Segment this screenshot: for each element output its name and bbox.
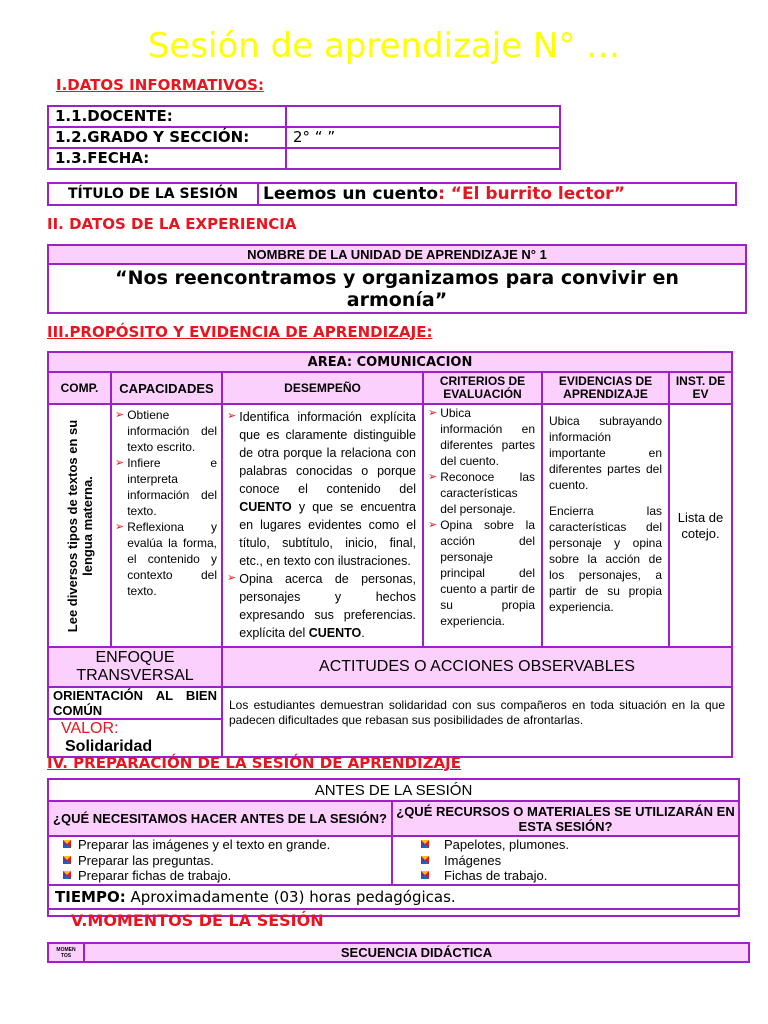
proposito-table [47, 351, 733, 758]
col2-list [392, 836, 739, 885]
diamond-bullet-icon [63, 840, 72, 849]
titulo-value [258, 183, 736, 205]
diamond-bullet-icon [63, 856, 72, 865]
col1-list [48, 836, 392, 885]
titulo-prefix: Leemos un cuento [263, 184, 439, 204]
section-5-heading: V.MOMENTOS DE LA SESIÓN [71, 911, 324, 930]
col-evidencias: EVIDENCIAS DE APRENDIZAJE [542, 372, 669, 404]
orientacion-label: ORIENTACIÓN AL BIEN COMÚN [48, 687, 222, 719]
arrow-bullet-icon: ➢ [428, 471, 438, 483]
evidencias-cell [542, 404, 669, 647]
list-item: Preparar las imágenes y el texto en grande. [63, 837, 391, 853]
col-comp: COMP. [48, 372, 111, 404]
list-item: Imágenes [421, 853, 738, 869]
col2-header: ¿QUÉ RECURSOS O MATERIALES SE UTILIZARÁN EN ESTA SESIÓN? [392, 801, 739, 836]
criterio-item: ➢ Opina sobre la acción del personaje principal del cuento a partir de su propia experiencia. [428, 518, 535, 628]
col-capacidades: CAPACIDADES [111, 372, 222, 404]
desempeno-cell [222, 404, 423, 647]
instrumento-cell: Lista de cotejo. [669, 404, 732, 647]
criterio-item: ➢ Reconoce las características del personaje. [428, 470, 535, 516]
titulo-suffix: : “El burrito lector” [438, 184, 626, 204]
docente-value [286, 106, 560, 127]
fecha-value [286, 148, 560, 169]
preparacion-table [47, 778, 740, 917]
competencia-text: Lee diversos tipos de textos en su lengua materna. [64, 419, 95, 632]
arrow-bullet-icon: ➢ [115, 457, 125, 469]
arrow-bullet-icon: ➢ [428, 519, 438, 531]
docente-label: 1.1.DOCENTE: [48, 106, 286, 127]
enfoque-label: ENFOQUE TRANSVERSAL [48, 647, 222, 687]
section-2-heading: II. DATOS DE LA EXPERIENCIA [47, 215, 297, 233]
tiempo-value: Aproximadamente (03) horas pedagógicas. [130, 887, 456, 906]
arrow-bullet-icon: ➢ [227, 572, 237, 584]
list-item: Fichas de trabajo. [421, 868, 738, 884]
arrow-bullet-icon: ➢ [115, 521, 125, 533]
actitudes-label: ACTITUDES O ACCIONES OBSERVABLES [222, 647, 732, 687]
valor-value: Solidaridad [65, 738, 153, 755]
section-1-heading: I.DATOS INFORMATIVOS: [56, 76, 264, 94]
diamond-bullet-icon [421, 871, 430, 880]
momentos-table [47, 942, 750, 963]
tiempo-cell [48, 885, 739, 909]
area-header: AREA: COMUNICACION [48, 352, 732, 372]
titulo-table [47, 182, 737, 206]
valor-cell [48, 719, 222, 757]
capacidad-item: ➢ Infiere e interpreta información del texto. [115, 456, 217, 518]
antes-label: ANTES DE LA SESIÓN [48, 779, 739, 801]
desempeno-item: ➢ Opina acerca de personas, personajes y hechos expresando sus preferencias. explícita del CUENTO. [227, 572, 416, 640]
unidad-label: NOMBRE DE LA UNIDAD DE APRENDIZAJE N° 1 [48, 245, 746, 264]
capacidad-item: ➢ Obtiene información del texto escrito. [115, 408, 217, 454]
datos-table [47, 105, 561, 170]
grado-label: 1.2.GRADO Y SECCIÓN: [48, 127, 286, 148]
section-4-heading: IV. PREPARACIÓN DE LA SESIÓN DE APRENDIZAJE [47, 754, 461, 772]
secuencia-label: SECUENCIA DIDÁCTICA [84, 943, 749, 962]
capacidades-cell [111, 404, 222, 647]
diamond-bullet-icon [421, 856, 430, 865]
list-item: Preparar las preguntas. [63, 853, 391, 869]
evidencia-item: Encierra las características del personaje y opina sobre la acción de los personajes, a partir de su propia experiencia. [549, 504, 662, 614]
col-desempeno: DESEMPEÑO [222, 372, 423, 404]
list-item: Papelotes, plumones. [421, 837, 738, 853]
titulo-label: TÍTULO DE LA SESIÓN [48, 183, 258, 205]
col-criterios: CRITERIOS DE EVALUACIÓN [423, 372, 542, 404]
arrow-bullet-icon: ➢ [227, 410, 237, 422]
section-3-heading: III.PROPÓSITO Y EVIDENCIA DE APRENDIZAJE: [47, 323, 433, 341]
orientacion-text: Los estudiantes demuestran solidaridad con sus compañeros en toda situación en la que padecen dificultades que rebasan sus posibilidades de afrontarlas. [222, 687, 732, 757]
grado-value: 2° “ ” [286, 127, 560, 148]
criterio-item: ➢ Ubica información en diferentes partes del cuento. [428, 406, 535, 468]
fecha-label: 1.3.FECHA: [48, 148, 286, 169]
diamond-bullet-icon [421, 840, 430, 849]
momentos-label: MOMEN TOS [48, 943, 84, 962]
capacidad-item: ➢ Reflexiona y evalúa la forma, el contenido y contexto del texto. [115, 520, 217, 598]
diamond-bullet-icon [63, 871, 72, 880]
arrow-bullet-icon: ➢ [115, 409, 125, 421]
col-inst: INST. DE EV [669, 372, 732, 404]
competencia-cell [48, 404, 111, 647]
unidad-name: “Nos reencontramos y organizamos para convivir en armonía” [48, 264, 746, 313]
page-title: Sesión de aprendizaje N° … [147, 26, 621, 66]
desempeno-item: ➢ Identifica información explícita que es claramente distinguible de otra porque la relaciona con palabras conocidas o porque conoce el contenido del CUENTO y que se encuentra en lugares evidentes como el título, subtítulo, inicio, final, etc., en texto con ilustraciones. [227, 410, 416, 568]
unidad-table [47, 244, 747, 314]
criterios-cell [423, 404, 542, 647]
tiempo-label: TIEMPO: [55, 887, 126, 906]
arrow-bullet-icon: ➢ [428, 407, 438, 419]
evidencia-item: Ubica subrayando información importante en diferentes partes del cuento. [549, 414, 662, 492]
col1-header: ¿QUÉ NECESITAMOS HACER ANTES DE LA SESIÓN? [48, 801, 392, 836]
valor-label: VALOR: [61, 720, 119, 737]
list-item: Preparar fichas de trabajo. [63, 868, 391, 884]
